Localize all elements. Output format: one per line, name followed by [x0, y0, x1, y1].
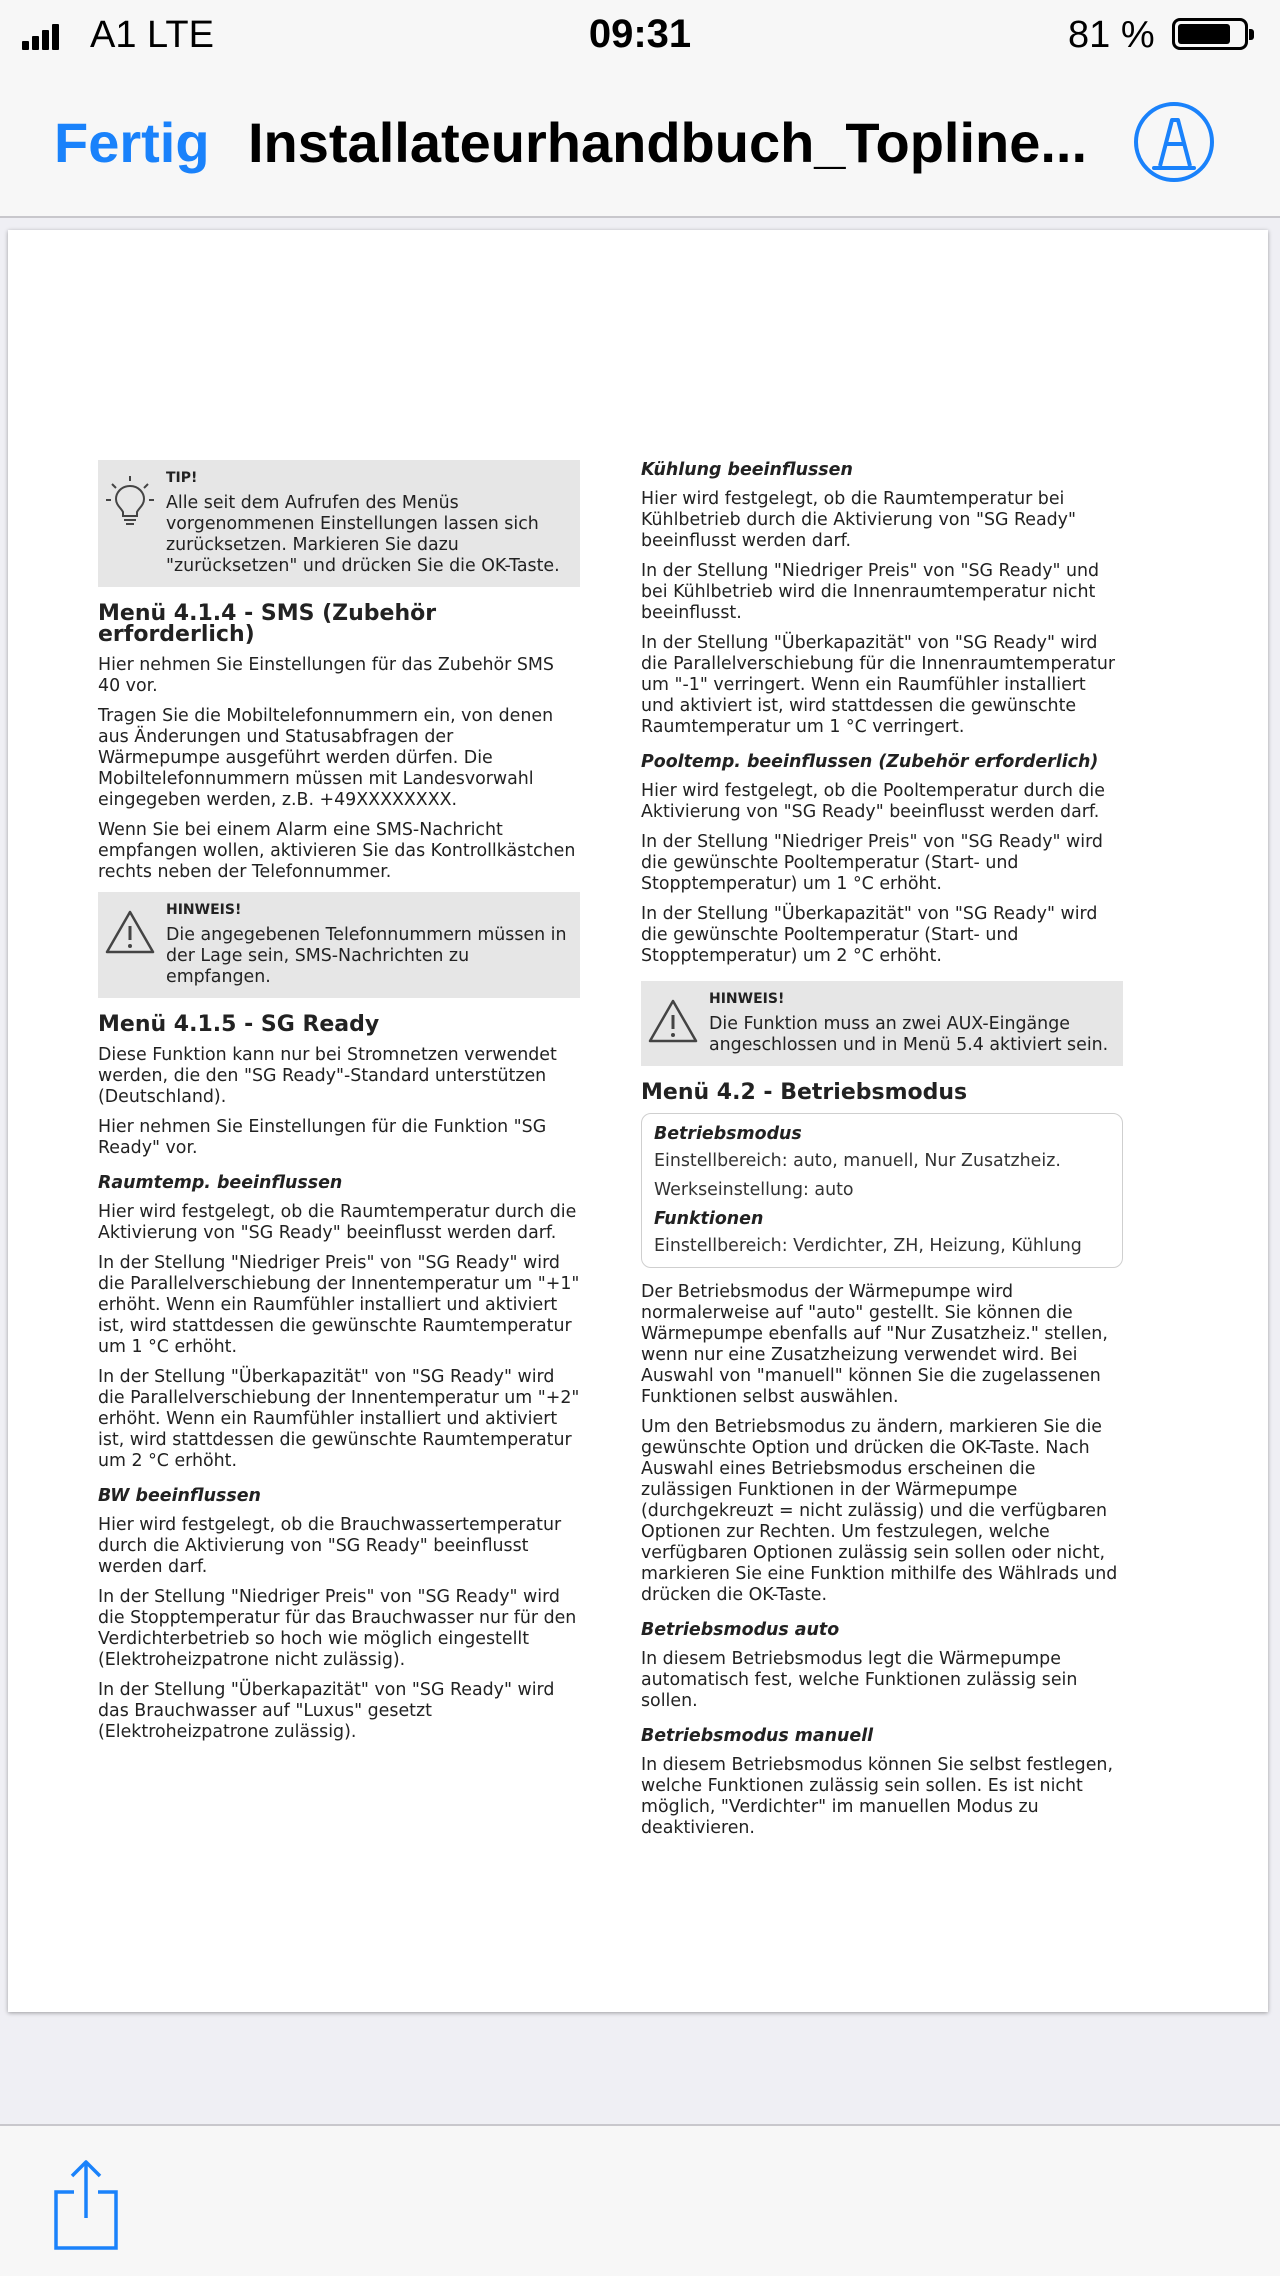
navigation-bar	[0, 70, 1280, 218]
tip-label: TIP!	[166, 470, 198, 486]
battery-icon	[1172, 18, 1248, 50]
settings-range: Einstellbereich: auto, manuell, Nur Zusatzheiz.	[654, 1151, 1061, 1171]
betriebsmodus-paragraph: Der Betriebsmodus der Wärmepumpe wird normalerweise auf "auto" gestellt. Sie können die Wärmepumpe ebenfalls auf "Nur Zusatzheiz." stellen, wenn nur eine Zusatzheizung verwendet wird. Bei Auswahl von "manuell" können Sie die zugelassenen Funktionen selbst auswählen.	[641, 1282, 1108, 1407]
status-time: 09:31	[588, 12, 692, 56]
sms-paragraph: Tragen Sie die Mobiltelefonnummern ein, von denen aus Änderungen und Statusabfragen der Wärmepumpe ausgeführt werden dürfen. Die Mobiltelefonnummern müssen mit Landesvorwahl eingegeben werden, z.B. +49XXXXXXXX.	[98, 706, 554, 810]
left-column	[98, 460, 580, 1752]
share-icon[interactable]	[50, 2156, 122, 2252]
settings-title: Funktionen	[654, 1209, 764, 1229]
betriebsmodus-heading: Menü 4.2 - Betriebsmodus	[641, 1080, 968, 1105]
sg-ready-paragraph: Diese Funktion kann nur bei Stromnetzen verwendet werden, die den "SG Ready"-Standard unterstützen (Deutschland).	[98, 1045, 557, 1107]
document-title: Installateurhandbuch_Topline...	[248, 111, 1088, 174]
sg-ready-paragraph: Hier nehmen Sie Einstellungen für die Funktion "SG Ready" vor.	[98, 1117, 547, 1158]
settings-box	[641, 1113, 1123, 1268]
sg-ready-heading: Menü 4.1.5 - SG Ready	[98, 1012, 380, 1037]
pool-note-text: Die Funktion muss an zwei AUX-Eingänge angeschlossen und in Menü 5.4 aktiviert sein.	[709, 1014, 1109, 1055]
carrier-label: A1 LTE	[90, 14, 214, 56]
settings-title: Betriebsmodus	[654, 1124, 802, 1144]
modus-manuell-heading: Betriebsmodus manuell	[641, 1726, 874, 1746]
bottom-toolbar	[0, 2124, 1280, 2276]
raumtemp-paragraph: In der Stellung "Überkapazität" von "SG Ready" wird die Parallelverschiebung der Innentemperatur um "+2" erhöht. Wenn ein Raumfühler installiert und aktiviert ist, wird stattdessen die gewünschte Raumtemperatur um 2 °C erhöht.	[98, 1367, 580, 1471]
sms-heading: Menü 4.1.4 - SMS (Zubehör erforderlich)	[98, 601, 437, 647]
kuehlung-heading: Kühlung beeinflussen	[641, 460, 853, 480]
tip-box	[98, 460, 580, 587]
tip-text: Alle seit dem Aufrufen des Menüs vorgenommenen Einstellungen lassen sich zurücksetzen. Markieren Sie dazu "zurücksetzen" und drücken Sie die OK-Taste.	[166, 493, 560, 576]
pool-heading: Pooltemp. beeinflussen (Zubehör erforderlich)	[641, 752, 1099, 772]
raumtemp-heading: Raumtemp. beeinflussen	[98, 1173, 343, 1193]
pool-paragraph: In der Stellung "Überkapazität" von "SG Ready" wird die gewünschte Pooltemperatur (Start- und Stopptemperatur) um 2 °C erhöht.	[641, 904, 1098, 966]
modus-manuell-paragraph: In diesem Betriebsmodus können Sie selbst festlegen, welche Funktionen zulässig sein sollen. Es ist nicht möglich, "Verdichter" im manuellen Modus zu deaktivieren.	[641, 1755, 1113, 1838]
battery-percent: 81 %	[1068, 14, 1155, 56]
kuehlung-paragraph: Hier wird festgelegt, ob die Raumtemperatur bei Kühlbetrieb durch die Aktivierung von "SG Ready" beeinflusst werden darf.	[641, 489, 1076, 551]
pool-note-label: HINWEIS!	[709, 991, 785, 1007]
kuehlung-paragraph: In der Stellung "Niedriger Preis" von "SG Ready" und bei Kühlbetrieb wird die Innenraumtemperatur nicht beeinflusst.	[641, 561, 1100, 623]
document-page[interactable]	[8, 230, 1268, 2012]
settings-default: Werkseinstellung: auto	[654, 1180, 854, 1200]
warning-triangle-icon	[647, 995, 699, 1047]
bw-paragraph: In der Stellung "Überkapazität" von "SG Ready" wird das Brauchwasser auf "Luxus" gesetzt (Elektroheizpatrone zulässig).	[98, 1680, 555, 1742]
pool-paragraph: Hier wird festgelegt, ob die Pooltemperatur durch die Aktivierung von "SG Ready" beeinflusst werden darf.	[641, 781, 1105, 822]
status-bar	[0, 0, 1280, 70]
sms-paragraph: Wenn Sie bei einem Alarm eine SMS-Nachricht empfangen wollen, aktivieren Sie das Kontrollkästchen rechts neben der Telefonnummer.	[98, 820, 576, 882]
modus-auto-heading: Betriebsmodus auto	[641, 1620, 840, 1640]
sms-paragraph: Hier nehmen Sie Einstellungen für das Zubehör SMS 40 vor.	[98, 655, 554, 696]
lightbulb-icon	[104, 474, 156, 526]
raumtemp-paragraph: Hier wird festgelegt, ob die Raumtemperatur durch die Aktivierung von "SG Ready" beeinflusst werden darf.	[98, 1202, 577, 1243]
pool-note-box	[641, 981, 1123, 1066]
done-button[interactable]: Fertig	[54, 111, 210, 174]
pool-paragraph: In der Stellung "Niedriger Preis" von "SG Ready" wird die gewünschte Pooltemperatur (Start- und Stopptemperatur) um 1 °C erhöht.	[641, 832, 1103, 894]
bw-heading: BW beeinflussen	[98, 1486, 261, 1506]
bw-paragraph: Hier wird festgelegt, ob die Brauchwassertemperatur durch die Aktivierung von "SG Ready" beeinflusst werden darf.	[98, 1515, 562, 1577]
right-column	[641, 460, 1123, 1848]
kuehlung-paragraph: In der Stellung "Überkapazität" von "SG Ready" wird die Parallelverschiebung für die Innenraumtemperatur um "-1" verringert. Wenn ein Raumfühler installiert und aktiviert ist, wird stattdessen die gewünschte Raumtemperatur um 1 °C verringert.	[641, 633, 1116, 737]
modus-auto-paragraph: In diesem Betriebsmodus legt die Wärmepumpe automatisch fest, welche Funktionen zulässig sein sollen.	[641, 1649, 1078, 1711]
betriebsmodus-paragraph: Um den Betriebsmodus zu ändern, markieren Sie die gewünschte Option und drücken die OK-Taste. Nach Auswahl eines Betriebsmodus erscheinen die zulässigen Funktionen in der Wärmepumpe (durchgekreuzt = nicht zulässig) und die verfügbaren Optionen zur Rechten. Um festzulegen, welche verfügbaren Optionen zulässig sein sollen oder nicht, markieren Sie eine Funktion mithilfe des Wählrads und drücken die OK-Taste.	[641, 1417, 1118, 1605]
raumtemp-paragraph: In der Stellung "Niedriger Preis" von "SG Ready" wird die Parallelverschiebung der Innentemperatur um "+1" erhöht. Wenn ein Raumfühler installiert und aktiviert ist, wird stattdessen die gewünschte Raumtemperatur um 1 °C erhöht.	[98, 1253, 580, 1357]
sms-note-label: HINWEIS!	[166, 902, 242, 918]
markup-pen-icon[interactable]	[1132, 100, 1216, 184]
settings-range: Einstellbereich: Verdichter, ZH, Heizung, Kühlung	[654, 1236, 1082, 1256]
sms-note-text: Die angegebenen Telefonnummern müssen in der Lage sein, SMS-Nachrichten zu empfangen.	[166, 925, 567, 987]
sms-note-box	[98, 892, 580, 998]
warning-triangle-icon	[104, 906, 156, 958]
bw-paragraph: In der Stellung "Niedriger Preis" von "SG Ready" wird die Stopptemperatur für das Brauchwasser nur für den Verdichterbetrieb so hoch wie möglich eingestellt (Elektroheizpatrone nicht zulässig).	[98, 1587, 577, 1670]
